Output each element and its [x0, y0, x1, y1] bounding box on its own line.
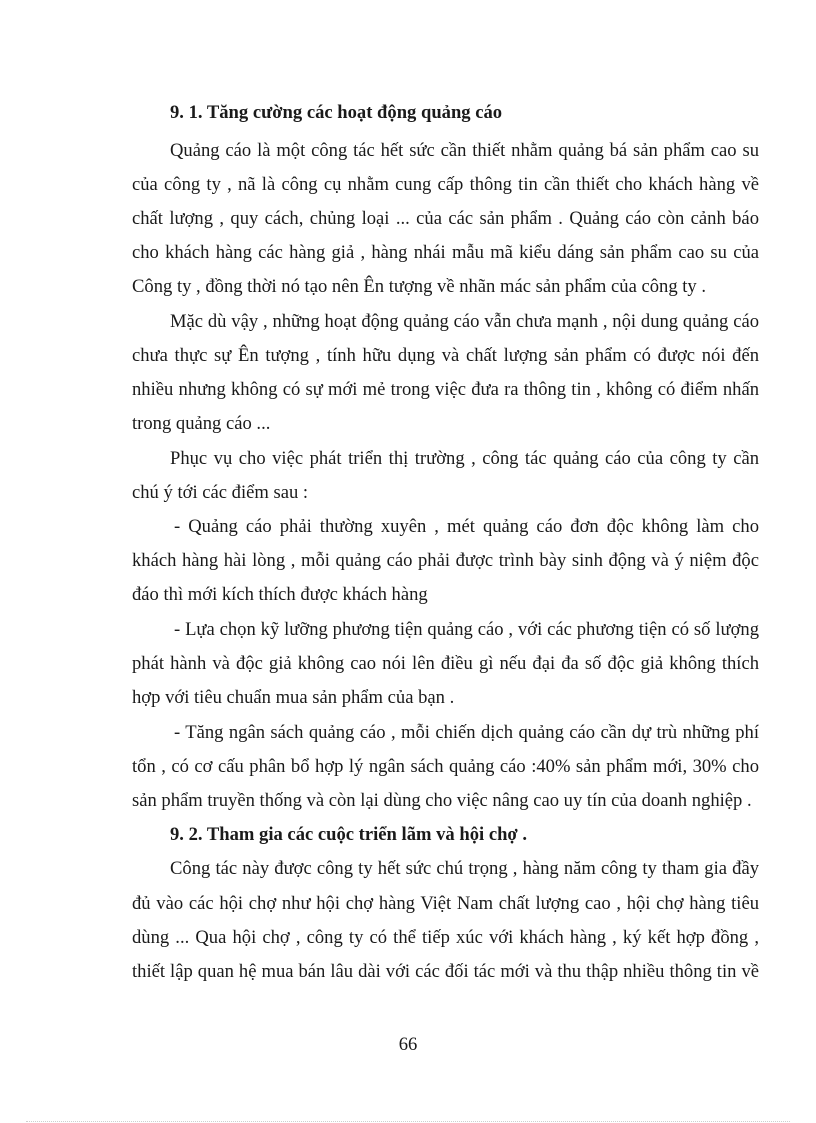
paragraph-line: dùng ... Qua hội chợ , công ty có thể tiếp xúc với khách hàng , ký kết hợp đồng , — [132, 927, 759, 948]
page-bottom-rule — [26, 1121, 790, 1122]
bullet-line: sản phẩm truyền thống và còn lại dùng cho việc nâng cao uy tín của doanh nghiệp . — [132, 790, 752, 811]
paragraph-line: Công ty , đồng thời nó tạo nên Ên tượng về nhãn mác sản phẩm của công ty . — [132, 276, 707, 297]
paragraph-line: đủ vào các hội chợ như hội chợ hàng Việt Nam chất lượng cao , hội chợ hàng tiêu — [132, 893, 759, 914]
bullet-line: - Lựa chọn kỹ lưỡng phương tiện quảng cáo , với các phương tiện có số lượng — [174, 619, 759, 640]
paragraph-line: Phục vụ cho việc phát triển thị trường , công tác quảng cáo của công ty cần — [170, 448, 759, 469]
paragraph-line: Quảng cáo là một công tác hết sức cần thiết nhằm quảng bá sản phẩm cao su — [170, 140, 759, 161]
paragraph-line: chưa thực sự Ên tượng , tính hữu dụng và chất lượng sản phẩm có được nói đến — [132, 345, 759, 366]
bullet-line: - Quảng cáo phải thường xuyên , mét quảng cáo đơn độc không làm cho — [174, 516, 759, 537]
bullet-line: hợp với tiêu chuẩn mua sản phẩm của bạn . — [132, 687, 455, 708]
section-heading-9-2: 9. 2. Tham gia các cuộc triển lãm và hội chợ . — [170, 824, 528, 845]
paragraph-line: trong quảng cáo ... — [132, 413, 271, 434]
paragraph-line: chất lượng , quy cách, chủng loại ... của các sản phẩm . Quảng cáo còn cảnh báo — [132, 208, 759, 229]
paragraph-line: của công ty , nã là công cụ nhằm cung cấp thông tin cần thiết cho khách hàng về — [132, 174, 759, 195]
paragraph-line: nhiều nhưng không có sự mới mẻ trong việc đưa ra thông tin , không có điểm nhấn — [132, 379, 759, 400]
paragraph-line: Mặc dù vậy , những hoạt động quảng cáo vẫn chưa mạnh , nội dung quảng cáo — [170, 311, 759, 332]
paragraph-line: chú ý tới các điểm sau : — [132, 482, 309, 503]
paragraph-line: cho khách hàng các hàng giả , hàng nhái mẫu mã kiểu dáng sản phẩm cao su của — [132, 242, 759, 263]
paragraph-line: Công tác này được công ty hết sức chú trọng , hàng năm công ty tham gia đầy — [170, 858, 759, 879]
bullet-line: - Tăng ngân sách quảng cáo , mỗi chiến dịch quảng cáo cần dự trù những phí — [174, 722, 759, 743]
paragraph-line: thiết lập quan hệ mua bán lâu dài với các đối tác mới và thu thập nhiều thông tin về — [132, 961, 759, 982]
bullet-line: khách hàng hài lòng , mỗi quảng cáo phải được trình bày sinh động và ý niệm độc — [132, 550, 759, 571]
bullet-line: đáo thì mới kích thích được khách hàng — [132, 584, 428, 605]
bullet-line: phát hành và độc giả không cao nói lên điều gì nếu đại đa số độc giả không thích — [132, 653, 759, 674]
bullet-line: tổn , có cơ cấu phân bổ hợp lý ngân sách quảng cáo :40% sản phẩm mới, 30% cho — [132, 756, 759, 777]
page-number: 66 — [398, 1034, 418, 1055]
section-heading-9-1: 9. 1. Tăng cường các hoạt động quảng cáo — [170, 102, 503, 123]
